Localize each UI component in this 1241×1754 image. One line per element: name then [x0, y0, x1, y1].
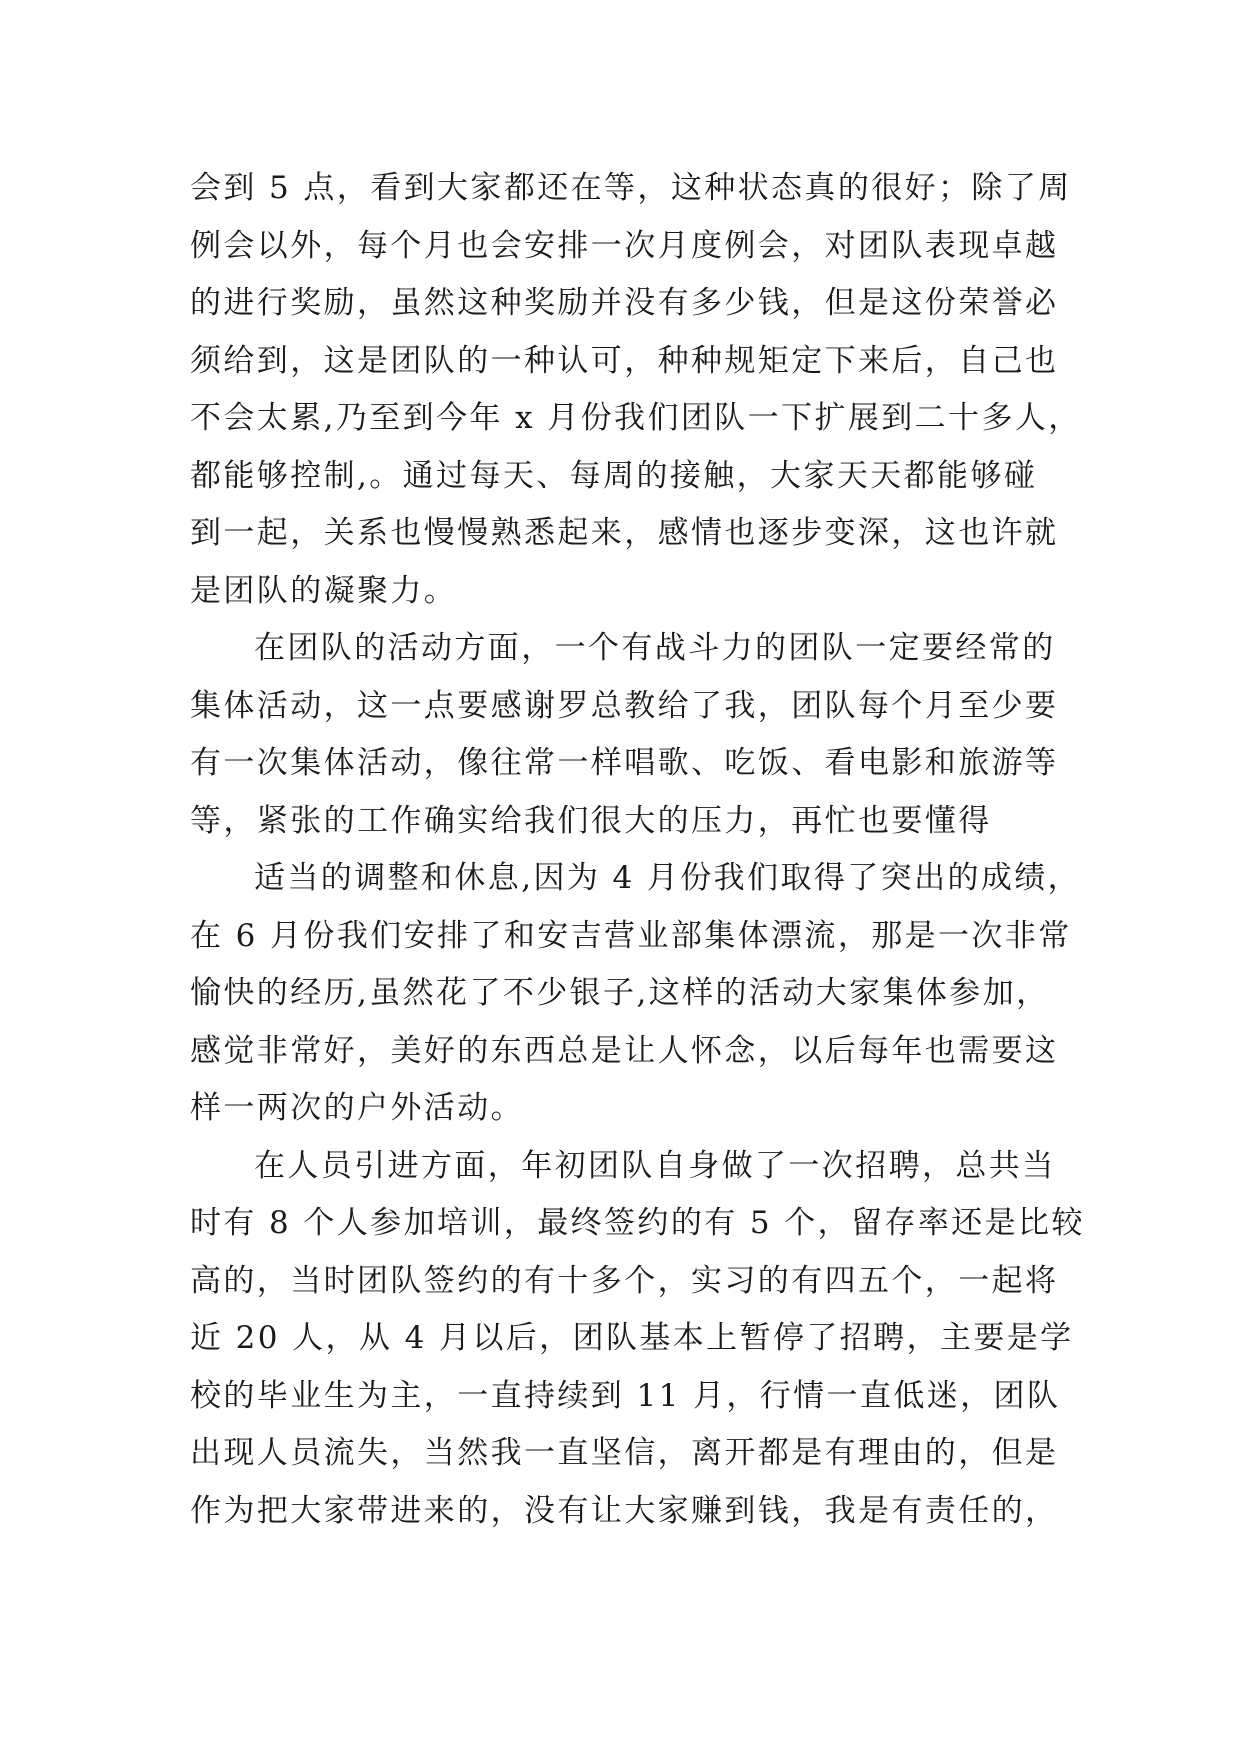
text-line: 是团队的凝聚力。 [190, 572, 458, 609]
text-line: 的进行奖励，虽然这种奖励并没有多少钱，但是这份荣誉必 [190, 285, 1059, 321]
text-line: 出现人员流失，当然我一直坚信，离开都是有理由的，但是 [190, 1435, 1059, 1471]
document-body [190, 160, 1085, 1540]
text-line: 样一两次的户外活动。 [190, 1090, 524, 1126]
text-line: 例会以外，每个月也会安排一次月度例会，对团队表现卓越 [190, 227, 1059, 264]
paragraph-first-line: 适当的调整和休息,因为 4 月份我们取得了突出的成绩， [254, 860, 1082, 896]
text-line: 等，紧张的工作确实给我们很大的压力，再忙也要懂得 [190, 802, 992, 839]
text-line: 校的毕业生为主，一直持续到 11 月，行情一直低迷，团队 [190, 1377, 1061, 1414]
paragraph-first-line: 在人员引进方面，年初团队自身做了一次招聘，总共当 [254, 1147, 1056, 1184]
text-line: 感觉非常好，美好的东西总是让人怀念，以后每年也需要这 [190, 1032, 1059, 1069]
text-line: 作为把大家带进来的，没有让大家赚到钱，我是有责任的， [190, 1492, 1059, 1529]
text-line: 愉快的经历,虽然花了不少银子,这样的活动大家集体参加， [190, 975, 1050, 1011]
text-line: 有一次集体活动，像往常一样唱歌、吃饭、看电影和旅游等 [190, 745, 1059, 781]
text-line: 近 20 人，从 4 月以后，团队基本上暂停了招聘，主要是学 [190, 1320, 1074, 1356]
text-line: 会到 5 点，看到大家都还在等，这种状态真的很好；除了周 [190, 170, 1072, 206]
text-line: 不会太累,乃至到今年 x 月份我们团队一下扩展到二十多人， [190, 400, 1082, 436]
text-line: 高的，当时团队签约的有十多个，实习的有四五个，一起将 [190, 1262, 1059, 1299]
paragraph-first-line: 在团队的活动方面，一个有战斗力的团队一定要经常的 [254, 630, 1056, 666]
text-line: 须给到，这是团队的一种认可，种种规矩定下来后，自己也 [190, 342, 1059, 379]
text-line: 到一起，关系也慢慢熟悉起来，感情也逐步变深，这也许就 [190, 515, 1059, 551]
text-line: 集体活动，这一点要感谢罗总教给了我，团队每个月至少要 [190, 687, 1059, 724]
text-line: 时有 8 个人参加培训，最终签约的有 5 个，留存率还是比较 [190, 1205, 1085, 1241]
text-line: 都能够控制,。通过每天、每周的接触，大家天天都能够碰 [190, 457, 1038, 494]
text-line: 在 6 月份我们安排了和安吉营业部集体漂流，那是一次非常 [190, 917, 1072, 954]
